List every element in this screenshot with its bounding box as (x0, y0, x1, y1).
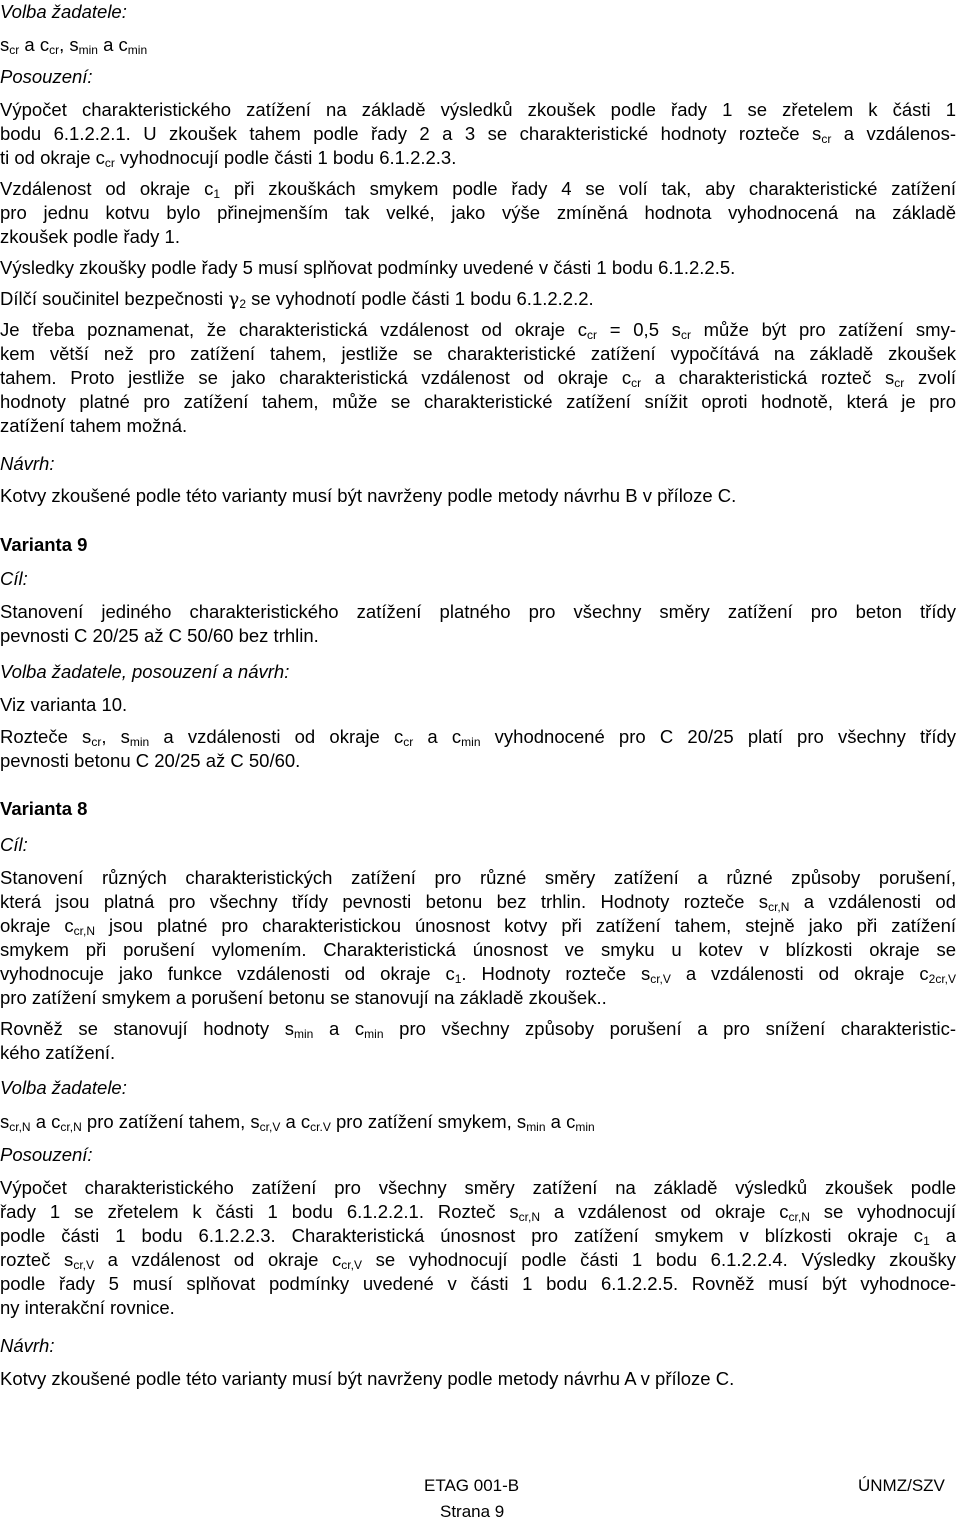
heading-varianta-8: Varianta 8 (0, 798, 88, 819)
footer-organization: ÚNMZ/SZV (858, 1476, 945, 1495)
paragraph-line: Viz varianta 10. (0, 694, 128, 715)
paragraph-line: Rovněž se stanovují hodnoty $s_{min}$ a $c_{min}$ pro všechny způsoby porušení a pro snížení charakteristic- (0, 1018, 956, 1041)
paragraph-line: pro zatížení smykem a porušení betonu se stanovují na základě zkoušek.. (0, 987, 607, 1008)
paragraph-line: smykem při porušení vylomením. Charakteristická únosnost ve smyku u kotev v blízkosti okraje se (0, 939, 956, 960)
section-label-navrh: Návrh: (0, 1335, 55, 1356)
paragraph-line: hodnoty platné pro zatížení tahem, může se charakteristické zatížení snížit oproti hodnotě, která je pro (0, 391, 956, 412)
section-label-cil: Cíl: (0, 834, 28, 855)
section-label-navrh: Návrh: (0, 453, 55, 474)
paragraph-line: Výpočet charakteristického zatížení pro všechny směry zatížení na základě výsledků zkoušek podle (0, 1177, 956, 1198)
section-label-cil: Cíl: (0, 568, 28, 589)
paragraph-line: Výpočet charakteristického zatížení na základě výsledků zkoušek podle řady 1 se zřetelem k části 1 (0, 99, 956, 120)
paragraph-line: podle části 1 bodu 6.1.2.2.3. Charakteristická únosnost pro zatížení smykem v blízkosti okraje $c_1$ a (0, 1225, 956, 1248)
paragraph-line: kem větší než pro zatížení tahem, jestliže se charakteristické zatížení vypočítává na základě zkoušek (0, 343, 956, 364)
paragraph-line: tahem. Proto jestliže se jako charakteristická vzdálenost od okraje $c_{cr}$ a charakteristická rozteč $s_{cr}$ zvolí (0, 367, 957, 390)
paragraph-line: Je třeba poznamenat, že charakteristická vzdálenost od okraje $c_{cr} = 0,5$ $s_{cr}$ může být pro zatížení smy- (0, 319, 956, 342)
paragraph-line: pevnosti betonu C 20/25 až C 50/60. (0, 750, 301, 771)
paragraph-line: rozteč $s_{cr,V}$ a vzdálenost od okraje $c_{cr,V}$ se vyhodnocují podle části 1 bodu 6.1.2.2.4. Výsledky zkoušky (0, 1249, 956, 1272)
section-label-volba: Volba žadatele: (0, 1077, 127, 1098)
paragraph-line: Stanovení různých charakteristických zatížení pro různé směry zatížení a různé způsoby porušení, (0, 867, 956, 888)
paragraph-line: pevnosti C 20/25 až C 50/60 bez trhlin. (0, 625, 319, 646)
options-line: $s_{cr}$ a $c_{cr}$, $s_{min}$ a $c_{min}$ (0, 34, 148, 57)
paragraph-line: podle řady 5 musí splňovat podmínky uvedené v části 1 bodu 6.1.2.2.5. Rovněž musí být vyhodnoce- (0, 1273, 956, 1294)
paragraph-line: pro jednu kotvu bylo přinejmenším tak velké, jako výše zmíněná hodnota vyhodnocená na základě (0, 202, 956, 223)
heading-varianta-9: Varianta 9 (0, 534, 88, 555)
section-label-volba: Volba žadatele: (0, 1, 127, 22)
paragraph-line: Rozteče $s_{cr}$, $s_{min}$ a vzdálenosti od okraje $c_{cr}$ a $c_{min}$ vyhodnocené pro C 20/25 platí pro všechny třídy (0, 726, 956, 749)
paragraph-line: bodu 6.1.2.2.1. U zkoušek tahem podle řady 2 a 3 se charakteristické hodnoty rozteče $s_{cr}$ a vzdálenos- (0, 123, 956, 146)
section-label-posouzeni: Posouzení: (0, 66, 93, 87)
paragraph-line: ny interakční rovnice. (0, 1297, 175, 1318)
footer-page-number: Strana 9 (440, 1502, 505, 1521)
paragraph-line: Kotvy zkoušené podle této varianty musí být navrženy podle metody návrhu A v příloze C. (0, 1368, 735, 1389)
section-label-volba-posouzeni-navrh: Volba žadatele, posouzení a návrh: (0, 661, 290, 682)
paragraph-line: řady 1 se zřetelem k části 1 bodu 6.1.2.2.1. Rozteč $s_{cr,N}$ a vzdálenost od okraje $c_{cr,N}$ se vyhodnocují (0, 1201, 956, 1224)
paragraph-line: ti od okraje $c_{cr}$ vyhodnocují podle části 1 bodu 6.1.2.2.3. (0, 147, 457, 170)
options-line: $s_{cr,N}$ a $c_{cr,N}$ pro zatížení tahem, $s_{cr,V}$ a $c_{cr.V}$ pro zatížení smykem, $s_{min}$ a $c_{min}$ (0, 1111, 595, 1134)
paragraph-line: kého zatížení. (0, 1042, 116, 1063)
paragraph-line: Výsledky zkoušky podle řady 5 musí splňovat podmínky uvedené v části 1 bodu 6.1.2.2.5. (0, 257, 736, 278)
paragraph-line: vyhodnocuje jako funkce vzdálenosti od okraje $c_1$. Hodnoty rozteče $s_{cr,V}$ a vzdálenosti od okraje $c_{2cr,V}$ (0, 963, 956, 986)
paragraph-line: Vzdálenost od okraje $c_1$ při zkouškách smykem podle řady 4 se volí tak, aby charakteristické zatížení (0, 178, 957, 201)
paragraph-line: Dílčí součinitel bezpečnosti $\gamma_2$ se vyhodnotí podle části 1 bodu 6.1.2.2.2. (0, 288, 594, 311)
paragraph-line: Stanovení jediného charakteristického zatížení platného pro všechny směry zatížení pro beton třídy (0, 601, 956, 622)
paragraph-line: která jsou platná pro všechny třídy pevnosti betonu bez trhlin. Hodnoty rozteče $s_{cr,N}$ a vzdálenosti od (0, 891, 956, 914)
footer-document-code: ETAG 001-B (424, 1476, 520, 1495)
section-label-posouzeni: Posouzení: (0, 1144, 93, 1165)
paragraph-line: Kotvy zkoušené podle této varianty musí být navrženy podle metody návrhu B v příloze C. (0, 485, 737, 506)
paragraph-line: zatížení tahem možná. (0, 415, 188, 436)
paragraph-line: okraje $c_{cr,N}$ jsou platné pro charakteristickou únosnost kotvy při zatížení tahem, stejně jako při zatížení (0, 915, 956, 938)
paragraph-line: zkoušek podle řady 1. (0, 226, 180, 247)
